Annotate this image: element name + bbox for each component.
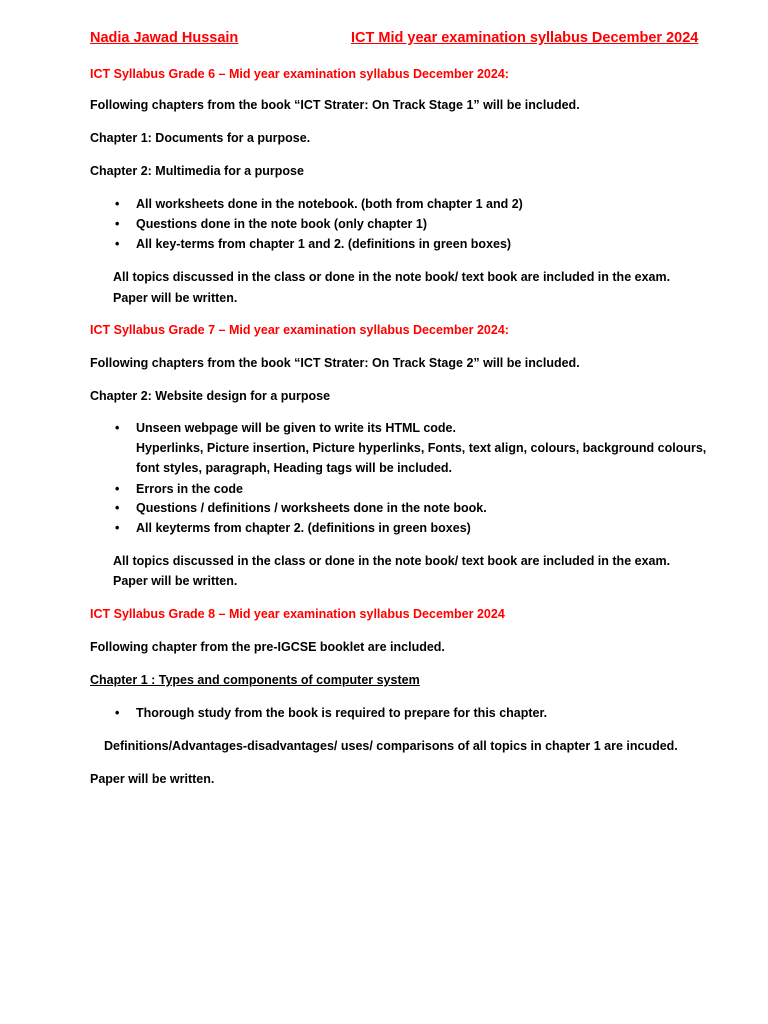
grade6-bullet-3: All key-terms from chapter 1 and 2. (definitions in green boxes)	[136, 237, 512, 251]
grade6-intro: Following chapters from the book “ICT Strater: On Track Stage 1” will be included.	[90, 98, 580, 112]
bullet-glyph: •	[115, 521, 120, 535]
grade6-bullet-2: Questions done in the note book (only chapter 1)	[136, 217, 427, 231]
grade7-bullet-2: Errors in the code	[136, 482, 243, 496]
grade7-note-line1: All topics discussed in the class or done in the note book/ text book are included in the exam.	[113, 554, 671, 568]
grade7-heading: ICT Syllabus Grade 7 – Mid year examination syllabus December 2024:	[90, 323, 509, 337]
grade7-bullet-1-line3: font styles, paragraph, Heading tags will be included.	[136, 461, 453, 475]
bullet-glyph: •	[115, 421, 120, 435]
grade7-intro: Following chapters from the book “ICT Strater: On Track Stage 2” will be included.	[90, 356, 580, 370]
grade6-chapter1: Chapter 1: Documents for a purpose.	[90, 131, 311, 145]
grade6-bullet-1: All worksheets done in the notebook. (both from chapter 1 and 2)	[136, 197, 523, 211]
bullet-glyph: •	[115, 501, 120, 515]
grade7-note-line2: Paper will be written.	[113, 574, 238, 588]
grade6-heading: ICT Syllabus Grade 6 – Mid year examination syllabus December 2024:	[90, 67, 509, 81]
grade7-bullet-4: All keyterms from chapter 2. (definitions in green boxes)	[136, 521, 471, 535]
author-name: Nadia Jawad Hussain	[90, 30, 239, 46]
document-title: ICT Mid year examination syllabus December 2024	[351, 30, 699, 46]
bullet-glyph: •	[115, 237, 120, 251]
grade6-note-line2: Paper will be written.	[113, 291, 238, 305]
grade8-bullet-1: Thorough study from the book is required to prepare for this chapter.	[136, 706, 548, 720]
grade7-bullet-3: Questions / definitions / worksheets done in the note book.	[136, 501, 487, 515]
grade7-bullet-1-line1: Unseen webpage will be given to write its HTML code.	[136, 421, 456, 435]
grade8-chapter1: Chapter 1 : Types and components of computer system	[90, 673, 420, 687]
bullet-glyph: •	[115, 482, 120, 496]
grade6-note-line1: All topics discussed in the class or done in the note book/ text book are included in the exam.	[113, 270, 671, 284]
bullet-glyph: •	[115, 706, 120, 720]
grade8-intro: Following chapter from the pre-IGCSE booklet are included.	[90, 640, 445, 654]
grade8-paper: Paper will be written.	[90, 772, 215, 786]
grade8-heading: ICT Syllabus Grade 8 – Mid year examination syllabus December 2024	[90, 607, 505, 621]
grade8-definitions: Definitions/Advantages-disadvantages/ uses/ comparisons of all topics in chapter 1 are incuded.	[104, 739, 678, 753]
bullet-glyph: •	[115, 197, 120, 211]
grade7-bullet-1-line2: Hyperlinks, Picture insertion, Picture hyperlinks, Fonts, text align, colours, background colours,	[136, 441, 707, 455]
grade7-chapter2: Chapter 2: Website design for a purpose	[90, 389, 331, 403]
grade6-chapter2: Chapter 2: Multimedia for a purpose	[90, 164, 304, 178]
bullet-glyph: •	[115, 217, 120, 231]
